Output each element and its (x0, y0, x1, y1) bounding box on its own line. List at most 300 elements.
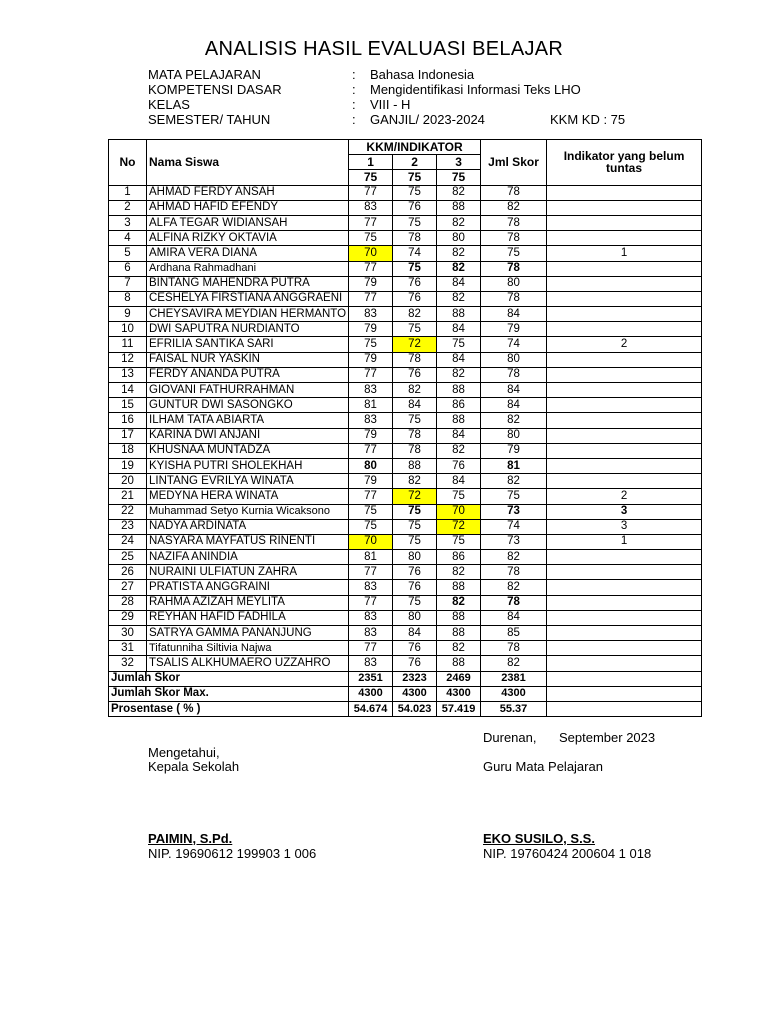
score-cell: 77 (349, 443, 393, 458)
score-cell: 82 (437, 367, 481, 382)
score-table (108, 139, 702, 717)
incomplete-indicator-cell (547, 626, 702, 641)
kkm-value: 75 (437, 170, 481, 185)
incomplete-indicator-cell (547, 656, 702, 671)
row-number: 28 (109, 595, 147, 610)
total-score-cell: 82 (481, 580, 547, 595)
incomplete-indicator-cell (547, 231, 702, 246)
table-row (109, 626, 702, 641)
principal-nip: NIP. 19690612 199903 1 006 (148, 846, 317, 861)
student-name: MEDYNA HERA WINATA (147, 489, 349, 504)
score-cell: 83 (349, 413, 393, 428)
score-cell: 88 (437, 200, 481, 215)
incomplete-indicator-cell: 2 (547, 489, 702, 504)
table-row (109, 185, 702, 200)
score-cell: 75 (437, 337, 481, 352)
incomplete-indicator-cell (547, 443, 702, 458)
score-cell: 75 (393, 534, 437, 549)
score-cell: 70 (437, 504, 481, 519)
total-score-cell: 78 (481, 367, 547, 382)
meta-row-kd (148, 82, 668, 97)
score-cell: 74 (393, 246, 437, 261)
incomplete-indicator-cell (547, 458, 702, 473)
score-cell: 75 (393, 504, 437, 519)
score-cell: 75 (349, 337, 393, 352)
score-cell: 79 (349, 352, 393, 367)
score-cell: 76 (393, 580, 437, 595)
total-score-cell: 80 (481, 428, 547, 443)
max-cell: 4300 (481, 686, 547, 701)
total-score-cell: 74 (481, 337, 547, 352)
score-cell: 75 (393, 322, 437, 337)
score-cell: 83 (349, 383, 393, 398)
incomplete-indicator-cell (547, 565, 702, 580)
student-name: DWI SAPUTRA NURDIANTO (147, 322, 349, 337)
incomplete-indicator-cell (547, 595, 702, 610)
indicator-number: 3 (437, 155, 481, 170)
incomplete-indicator-cell (547, 428, 702, 443)
score-cell: 83 (349, 626, 393, 641)
table-row (109, 352, 702, 367)
score-cell: 88 (437, 383, 481, 398)
table-row (109, 428, 702, 443)
score-cell: 77 (349, 641, 393, 656)
max-row (109, 686, 702, 701)
student-name: REYHAN HAFID FADHILA (147, 610, 349, 625)
row-number: 6 (109, 261, 147, 276)
teacher-title: Guru Mata Pelajaran (483, 759, 603, 774)
score-cell: 88 (437, 610, 481, 625)
score-cell: 77 (349, 215, 393, 230)
score-cell: 75 (349, 231, 393, 246)
incomplete-indicator-cell (547, 200, 702, 215)
incomplete-indicator-cell (547, 261, 702, 276)
semester-label: SEMESTER/ TAHUN (148, 112, 271, 127)
score-cell: 88 (437, 626, 481, 641)
row-number: 27 (109, 580, 147, 595)
total-score-cell: 82 (481, 200, 547, 215)
incomplete-indicator-cell (547, 322, 702, 337)
table-row (109, 200, 702, 215)
score-cell: 70 (349, 246, 393, 261)
total-score-cell: 84 (481, 307, 547, 322)
class-label: KELAS (148, 97, 190, 112)
incomplete-indicator-cell (547, 550, 702, 565)
student-name: Tifatunniha Siltivia Najwa (147, 641, 349, 656)
score-cell: 77 (349, 367, 393, 382)
score-cell: 79 (349, 428, 393, 443)
subject-label: MATA PELAJARAN (148, 67, 261, 82)
date: September 2023 (559, 730, 656, 745)
total-score-cell: 84 (481, 610, 547, 625)
score-cell: 72 (393, 489, 437, 504)
score-cell: 77 (349, 565, 393, 580)
percent-row (109, 701, 702, 716)
score-cell: 86 (437, 398, 481, 413)
student-name: CHEYSAVIRA MEYDIAN HERMANTO (147, 307, 349, 322)
percent-cell: 54.674 (349, 701, 393, 716)
table-row (109, 261, 702, 276)
total-cell: 2351 (349, 671, 393, 686)
total-score-cell: 80 (481, 276, 547, 291)
incomplete-indicator-cell (547, 367, 702, 382)
row-number: 10 (109, 322, 147, 337)
total-score-cell: 75 (481, 489, 547, 504)
total-cell: 2469 (437, 671, 481, 686)
row-number: 2 (109, 200, 147, 215)
score-cell: 80 (437, 231, 481, 246)
incomplete-indicator-cell (547, 641, 702, 656)
score-cell: 82 (437, 595, 481, 610)
place: Durenan, (483, 730, 537, 745)
table-row (109, 610, 702, 625)
student-name: NAZIFA ANINDIA (147, 550, 349, 565)
table-row (109, 398, 702, 413)
score-cell: 82 (393, 383, 437, 398)
score-cell: 80 (393, 610, 437, 625)
total-score-cell: 82 (481, 413, 547, 428)
table-row (109, 656, 702, 671)
header-no: No (109, 140, 147, 186)
meta-row-subject (148, 67, 668, 82)
score-cell: 84 (437, 276, 481, 291)
row-number: 3 (109, 215, 147, 230)
score-cell: 77 (349, 185, 393, 200)
total-score-cell: 78 (481, 595, 547, 610)
score-cell: 72 (437, 519, 481, 534)
student-name: KARINA DWI ANJANI (147, 428, 349, 443)
student-name: RAHMA AZIZAH MEYLITA (147, 595, 349, 610)
student-name: SATRYA GAMMA PANANJUNG (147, 626, 349, 641)
score-cell: 72 (393, 337, 437, 352)
score-cell: 82 (437, 565, 481, 580)
empty-cell (547, 701, 702, 716)
score-cell: 82 (437, 443, 481, 458)
student-name: AHMAD HAFID EFENDY (147, 200, 349, 215)
incomplete-indicator-cell (547, 307, 702, 322)
table-row (109, 550, 702, 565)
meta-row-semester (148, 112, 668, 127)
row-number: 32 (109, 656, 147, 671)
student-name: NASYARA MAYFATUS RINENTI (147, 534, 349, 549)
kd-value: Mengidentifikasi Informasi Teks LHO (370, 82, 581, 97)
score-cell: 75 (349, 504, 393, 519)
max-cell: 4300 (393, 686, 437, 701)
incomplete-indicator-cell (547, 413, 702, 428)
incomplete-indicator-cell (547, 276, 702, 291)
incomplete-indicator-cell (547, 215, 702, 230)
incomplete-indicator-cell (547, 383, 702, 398)
score-cell: 75 (437, 534, 481, 549)
score-cell: 88 (393, 458, 437, 473)
total-score-cell: 78 (481, 641, 547, 656)
incomplete-indicator-cell (547, 474, 702, 489)
score-cell: 82 (393, 307, 437, 322)
table-row (109, 291, 702, 306)
score-cell: 82 (437, 641, 481, 656)
total-score-cell: 78 (481, 231, 547, 246)
table-row (109, 474, 702, 489)
score-cell: 76 (393, 367, 437, 382)
score-cell: 76 (393, 641, 437, 656)
total-score-cell: 75 (481, 246, 547, 261)
total-score-cell: 78 (481, 185, 547, 200)
row-number: 12 (109, 352, 147, 367)
kkm-kd: KKM KD : 75 (550, 112, 626, 127)
score-cell: 83 (349, 656, 393, 671)
score-cell: 82 (437, 291, 481, 306)
row-number: 15 (109, 398, 147, 413)
total-score-cell: 80 (481, 352, 547, 367)
student-name: EFRILIA SANTIKA SARI (147, 337, 349, 352)
score-cell: 81 (349, 398, 393, 413)
student-name: NURAINI ULFIATUN ZAHRA (147, 565, 349, 580)
colon: : (352, 67, 356, 82)
total-score-cell: 78 (481, 261, 547, 276)
student-name: FAISAL NUR YASKIN (147, 352, 349, 367)
table-row (109, 231, 702, 246)
row-number: 16 (109, 413, 147, 428)
meta-block (148, 67, 668, 127)
row-number: 11 (109, 337, 147, 352)
table-row (109, 641, 702, 656)
score-cell: 86 (437, 550, 481, 565)
incomplete-indicator-cell: 3 (547, 519, 702, 534)
score-cell: 88 (437, 307, 481, 322)
score-cell: 82 (437, 185, 481, 200)
colon: : (352, 82, 356, 97)
score-cell: 76 (393, 276, 437, 291)
total-score-cell: 73 (481, 504, 547, 519)
score-cell: 75 (349, 519, 393, 534)
principal-title: Kepala Sekolah (148, 759, 240, 774)
table-row (109, 215, 702, 230)
incomplete-indicator-cell (547, 398, 702, 413)
student-name: KHUSNAA MUNTADZA (147, 443, 349, 458)
table-row (109, 307, 702, 322)
row-number: 13 (109, 367, 147, 382)
table-row (109, 276, 702, 291)
score-cell: 78 (393, 443, 437, 458)
student-name: GUNTUR DWI SASONGKO (147, 398, 349, 413)
row-number: 23 (109, 519, 147, 534)
row-number: 29 (109, 610, 147, 625)
row-number: 8 (109, 291, 147, 306)
score-cell: 76 (393, 200, 437, 215)
row-number: 4 (109, 231, 147, 246)
row-number: 19 (109, 458, 147, 473)
score-cell: 76 (437, 458, 481, 473)
table-body (109, 185, 702, 671)
header-name: Nama Siswa (147, 140, 349, 186)
principal-name: PAIMIN, S.Pd. (148, 831, 233, 846)
score-cell: 83 (349, 580, 393, 595)
row-number: 30 (109, 626, 147, 641)
score-cell: 80 (349, 458, 393, 473)
total-label: Jumlah Skor (109, 671, 349, 686)
incomplete-indicator-cell: 1 (547, 246, 702, 261)
row-number: 31 (109, 641, 147, 656)
score-cell: 79 (349, 474, 393, 489)
table-row (109, 519, 702, 534)
row-number: 20 (109, 474, 147, 489)
score-cell: 79 (349, 322, 393, 337)
indicator-number: 2 (393, 155, 437, 170)
semester-value: GANJIL/ 2023-2024 (370, 112, 485, 127)
total-score-cell: 78 (481, 565, 547, 580)
student-name: GIOVANI FATHURRAHMAN (147, 383, 349, 398)
table-row (109, 458, 702, 473)
score-cell: 80 (393, 550, 437, 565)
score-cell: 82 (437, 261, 481, 276)
student-name: AMIRA VERA DIANA (147, 246, 349, 261)
empty-cell (547, 686, 702, 701)
total-cell: 2323 (393, 671, 437, 686)
class-value: VIII - H (370, 97, 411, 112)
row-number: 1 (109, 185, 147, 200)
score-cell: 78 (393, 428, 437, 443)
max-cell: 4300 (349, 686, 393, 701)
row-number: 17 (109, 428, 147, 443)
table-row (109, 534, 702, 549)
score-cell: 77 (349, 291, 393, 306)
table-row (109, 580, 702, 595)
row-number: 5 (109, 246, 147, 261)
row-number: 26 (109, 565, 147, 580)
score-cell: 77 (349, 595, 393, 610)
student-name: TSALIS ALKHUMAERO UZZAHRO (147, 656, 349, 671)
meta-row-class (148, 97, 668, 112)
student-name: Ardhana Rahmadhani (147, 261, 349, 276)
kkm-value: 75 (349, 170, 393, 185)
student-name: PRATISTA ANGGRAINI (147, 580, 349, 595)
total-score-cell: 74 (481, 519, 547, 534)
incomplete-indicator-cell (547, 352, 702, 367)
score-cell: 82 (437, 246, 481, 261)
table-row (109, 322, 702, 337)
total-score-cell: 82 (481, 656, 547, 671)
table-row (109, 383, 702, 398)
table-row (109, 595, 702, 610)
score-cell: 75 (393, 185, 437, 200)
score-cell: 76 (393, 656, 437, 671)
score-cell: 88 (437, 413, 481, 428)
percent-label: Prosentase ( % ) (109, 701, 349, 716)
score-cell: 84 (393, 398, 437, 413)
score-cell: 79 (349, 276, 393, 291)
table-row (109, 246, 702, 261)
score-cell: 83 (349, 200, 393, 215)
student-name: FERDY ANANDA PUTRA (147, 367, 349, 382)
kd-label: KOMPETENSI DASAR (148, 82, 282, 97)
kkm-value: 75 (393, 170, 437, 185)
table-row (109, 413, 702, 428)
incomplete-indicator-cell: 1 (547, 534, 702, 549)
score-cell: 84 (393, 626, 437, 641)
indicator-number: 1 (349, 155, 393, 170)
score-cell: 75 (393, 519, 437, 534)
header-total: Jml Skor (481, 140, 547, 186)
student-name: NADYA ARDINATA (147, 519, 349, 534)
row-number: 21 (109, 489, 147, 504)
score-cell: 83 (349, 610, 393, 625)
score-cell: 75 (393, 413, 437, 428)
teacher-name: EKO SUSILO, S.S. (483, 831, 595, 846)
total-score-cell: 81 (481, 458, 547, 473)
row-number: 22 (109, 504, 147, 519)
incomplete-indicator-cell: 2 (547, 337, 702, 352)
table-row (109, 367, 702, 382)
student-name: BINTANG MAHENDRA PUTRA (147, 276, 349, 291)
page-title: ANALISIS HASIL EVALUASI BELAJAR (204, 38, 564, 60)
colon: : (352, 112, 356, 127)
row-number: 25 (109, 550, 147, 565)
score-cell: 76 (393, 291, 437, 306)
score-cell: 88 (437, 580, 481, 595)
score-cell: 83 (349, 307, 393, 322)
total-score-cell: 78 (481, 215, 547, 230)
total-score-cell: 79 (481, 322, 547, 337)
score-cell: 88 (437, 656, 481, 671)
score-cell: 76 (393, 565, 437, 580)
score-cell: 82 (393, 474, 437, 489)
row-number: 24 (109, 534, 147, 549)
score-cell: 78 (393, 352, 437, 367)
header-kkm: KKM/INDIKATOR (349, 140, 481, 155)
incomplete-indicator-cell (547, 610, 702, 625)
total-score-cell: 84 (481, 383, 547, 398)
max-label: Jumlah Skor Max. (109, 686, 349, 701)
student-name: ILHAM TATA ABIARTA (147, 413, 349, 428)
student-name: Muhammad Setyo Kurnia Wicaksono (147, 504, 349, 519)
table-row (109, 337, 702, 352)
total-score-cell: 85 (481, 626, 547, 641)
total-score-cell: 79 (481, 443, 547, 458)
row-number: 7 (109, 276, 147, 291)
score-cell: 75 (393, 595, 437, 610)
table-row (109, 565, 702, 580)
colon: : (352, 97, 356, 112)
total-score-cell: 73 (481, 534, 547, 549)
total-row (109, 671, 702, 686)
student-name: CESHELYA FIRSTIANA ANGGRAENI (147, 291, 349, 306)
subject-value: Bahasa Indonesia (370, 67, 475, 82)
student-name: ALFINA RIZKY OKTAVIA (147, 231, 349, 246)
student-name: LINTANG EVRILYA WINATA (147, 474, 349, 489)
row-number: 18 (109, 443, 147, 458)
total-score-cell: 82 (481, 550, 547, 565)
score-cell: 81 (349, 550, 393, 565)
score-cell: 77 (349, 489, 393, 504)
total-score-cell: 82 (481, 474, 547, 489)
score-cell: 84 (437, 352, 481, 367)
empty-cell (547, 671, 702, 686)
header-incomplete: Indikator yang belum tuntas (547, 140, 702, 186)
score-cell: 82 (437, 215, 481, 230)
total-score-cell: 78 (481, 291, 547, 306)
acknowledged-label: Mengetahui, (148, 745, 220, 760)
score-cell: 77 (349, 261, 393, 276)
score-cell: 75 (437, 489, 481, 504)
table-row (109, 504, 702, 519)
score-cell: 70 (349, 534, 393, 549)
score-cell: 84 (437, 474, 481, 489)
student-name: KYISHA PUTRI SHOLEKHAH (147, 458, 349, 473)
total-cell: 2381 (481, 671, 547, 686)
score-cell: 78 (393, 231, 437, 246)
percent-cell: 55.37 (481, 701, 547, 716)
row-number: 9 (109, 307, 147, 322)
